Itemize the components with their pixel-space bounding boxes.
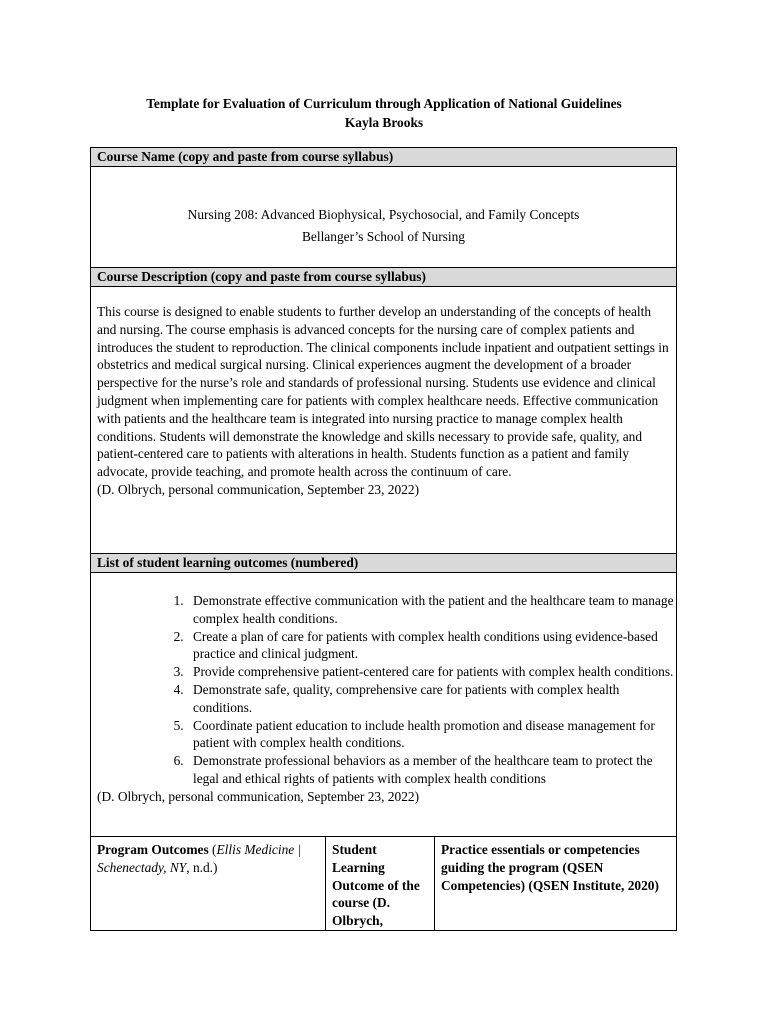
- list-item: 5. Coordinate patient education to include health promotion and disease management for patient with complex health conditions.: [187, 717, 676, 753]
- list-item: 3. Provide comprehensive patient-centered care for patients with complex health conditions.: [187, 663, 676, 681]
- list-item: 2. Create a plan of care for patients with complex health conditions using evidence-based practice and clinical judgment.: [187, 628, 676, 664]
- list-item: 6. Demonstrate professional behaviors as a member of the healthcare team to protect the legal and ethical rights of patients with complex health conditions: [187, 752, 676, 788]
- table-row: [91, 837, 677, 931]
- program-outcomes-source: Ellis Medicine | Schenectady, NY: [97, 842, 302, 875]
- program-outcomes-date: , n.d.): [186, 859, 218, 875]
- course-description-cell: [90, 286, 677, 554]
- course-description-header: Course Description (copy and paste from course syllabus): [90, 267, 677, 287]
- program-outcomes-label: Program Outcomes: [97, 842, 209, 857]
- document-heading: [0, 94, 768, 132]
- document-title: Template for Evaluation of Curriculum through Application of National Guidelines: [146, 96, 622, 111]
- learning-outcomes-header: List of student learning outcomes (numbered): [90, 553, 677, 573]
- list-item: 4. Demonstrate safe, quality, comprehensive care for patients with complex health conditions.: [187, 681, 676, 717]
- course-name-cell: [90, 166, 677, 268]
- student-learning-outcome-cell: Student Learning Outcome of the course (D. Olbrych,: [326, 837, 435, 931]
- course-description-citation: (D. Olbrych, personal communication, September 23, 2022): [97, 481, 420, 497]
- practice-essentials-cell: Practice essentials or competencies guiding the program (QSEN Competencies) (QSEN Institute, 2020): [435, 837, 677, 931]
- course-description-text: This course is designed to enable students to further develop an understanding of the concepts of health and nursing. The course emphasis is advanced concepts for the nursing care of complex patients and introduces the student to reproduction. The clinical components include inpatient and outpatient settings in obstetrics and medical surgical nursing. Clinical experiences augment the development of a broader perspective for the nurse’s role and standards of professional nursing. Students use evidence and clinical judgment when implementing care for patients with complex healthcare needs. Effective communication with patients and the healthcare team is integrated into nursing practice to manage complex health conditions. Students will demonstrate the knowledge and skills necessary to provide safe, quality, and patient-centered care to patients with alterations in health. Students function as a patient and family advocate, provide teaching, and promote health across the continuum of care.: [97, 304, 669, 480]
- learning-outcomes-list: [91, 592, 676, 788]
- outcomes-table: [90, 836, 677, 931]
- learning-outcomes-citation: (D. Olbrych, personal communication, September 23, 2022): [97, 788, 420, 804]
- course-name-line1: Nursing 208: Advanced Biophysical, Psychosocial, and Family Concepts: [187, 207, 580, 222]
- course-name-line2: Bellanger’s School of Nursing: [301, 229, 466, 244]
- list-item: 1. Demonstrate effective communication with the patient and the healthcare team to manage complex health conditions.: [187, 592, 676, 628]
- program-outcomes-cell: [91, 837, 326, 931]
- document-author: Kayla Brooks: [344, 115, 424, 130]
- learning-outcomes-cell: [90, 572, 677, 837]
- program-outcomes-open: (: [208, 842, 217, 857]
- course-name-header: Course Name (copy and paste from course syllabus): [90, 147, 677, 167]
